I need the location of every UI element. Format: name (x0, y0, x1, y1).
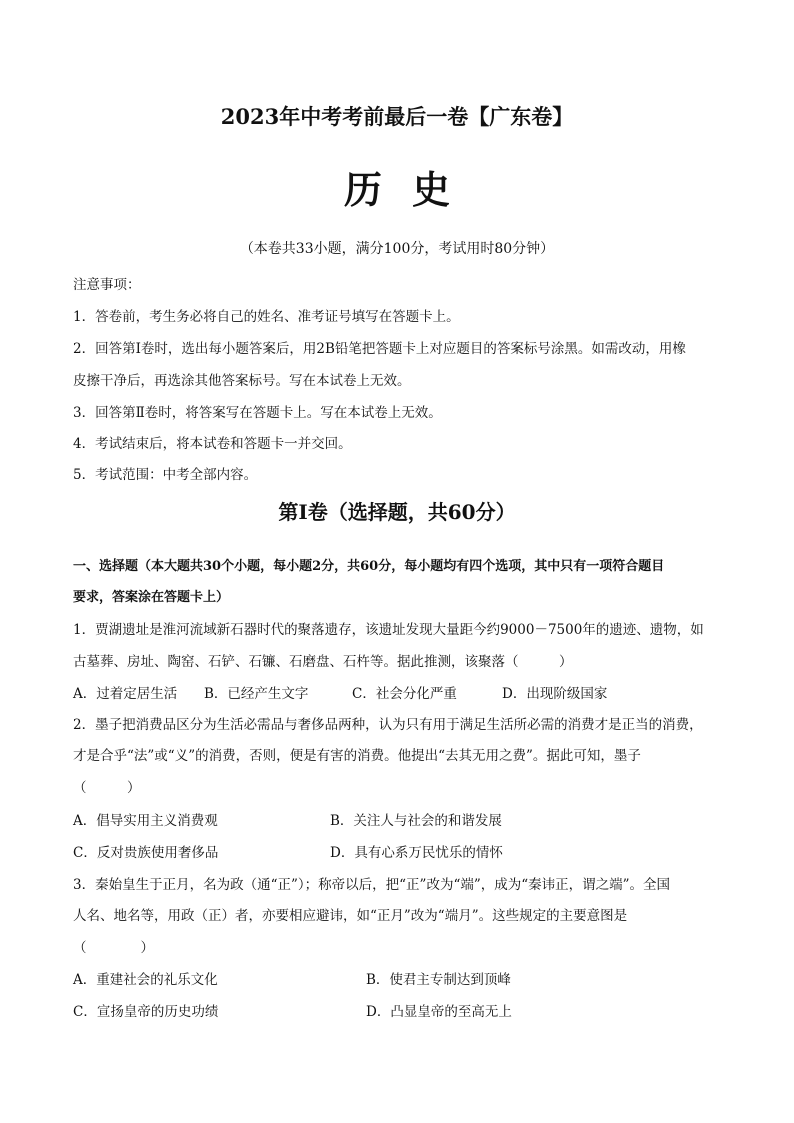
section-instruction: 一、选择题（本大题共30个小题，每小题2分，共60分，每小题均有四个选项，其中只有一项符合题目 (73, 559, 665, 574)
notice-item: 1．答卷前，考生务必将自己的姓名、准考证号填写在答题卡上。 (73, 309, 460, 325)
exam-title: 2023年中考考前最后一卷【广东卷】 (220, 104, 574, 129)
question-1-text: 1．贾湖遗址是淮河流域新石器时代的聚落遗存，该遗址发现大量距今约9000－7500年的遗迹、遗物，如 (73, 622, 704, 638)
question-3-option-d: D．凸显皇帝的至高无上 (366, 1004, 512, 1020)
exam-info: （本卷共33小题，满分100分，考试用时80分钟） (239, 241, 555, 257)
notice-item: 3．回答第Ⅱ卷时，将答案写在答题卡上。写在本试卷上无效。 (73, 405, 442, 421)
notice-heading: 注意事项： (73, 277, 141, 293)
question-3-text: （ ） (73, 940, 154, 956)
question-1-option-a: A．过着定居生活 (73, 686, 178, 702)
question-2-text: 才是合乎“法”或“义”的消费，否则，便是有害的消费。他提出“去其无用之费”。据此可知，墨子 (73, 748, 641, 764)
section-title: 第Ⅰ卷（选择题，共60分） (278, 500, 516, 524)
question-3-text: 3．秦始皇生于正月，名为政（通“正”）；称帝以后，把“正”改为“端”，成为“秦讳正，谓之端”。全国 (73, 877, 671, 893)
notice-item: 2．回答第Ⅰ卷时，选出每小题答案后，用2B铅笔把答题卡上对应题目的答案标号涂黑。如需改动，用橡 (73, 341, 686, 357)
notice-item: 4．考试结束后，将本试卷和答题卡一并交回。 (73, 436, 352, 452)
question-3-option-b: B．使君主专制达到顶峰 (366, 972, 511, 988)
question-2-text: 2．墨子把消费品区分为生活必需品与奢侈品两种，认为只有用于满足生活所必需的消费才是正当的消费， (73, 717, 703, 733)
question-1-text: 古墓葬、房址、陶窑、石铲、石镰、石磨盘、石杵等。据此推测，该聚落（ ） (73, 654, 573, 670)
question-2-text: （ ） (73, 780, 141, 796)
question-1-option-c: C．社会分化严重 (352, 686, 457, 702)
question-3-text: 人名、地名等，用政（正）者，亦要相应避讳，如“正月”改为“端月”。这些规定的主要意图是 (73, 908, 628, 924)
question-3-option-a: A．重建社会的礼乐文化 (73, 972, 218, 988)
question-2-option-c: C．反对贵族使用奢侈品 (73, 845, 219, 861)
question-1-option-b: B．已经产生文字 (204, 686, 309, 702)
section-instruction: 要求，答案涂在答题卡上） (73, 590, 230, 605)
question-1-option-d: D．出现阶级国家 (502, 686, 608, 702)
question-2-option-b: B．关注人与社会的和谐发展 (330, 813, 502, 829)
subject-title: 历史 (343, 167, 480, 212)
question-3-option-c: C．宣扬皇帝的历史功绩 (73, 1004, 219, 1020)
notice-item: 皮擦干净后，再选涂其他答案标号。写在本试卷上无效。 (73, 373, 411, 389)
question-2-option-d: D．具有心系万民忧乐的情怀 (330, 845, 503, 861)
question-2-option-a: A．倡导实用主义消费观 (73, 813, 218, 829)
notice-item: 5．考试范围：中考全部内容。 (73, 467, 258, 483)
